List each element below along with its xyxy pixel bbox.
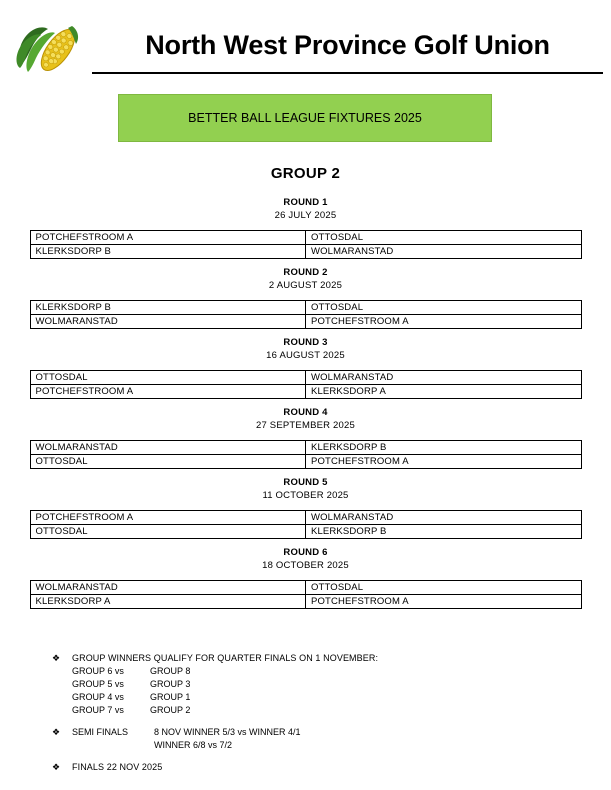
finals-note <box>0 761 611 774</box>
round-name: ROUND 4 <box>283 407 328 418</box>
fixtures-table <box>30 230 582 259</box>
away-team: POTCHEFSTROOM A <box>306 455 582 469</box>
home-team: POTCHEFSTROOM A <box>30 511 306 525</box>
home-team: OTTOSDAL <box>30 455 306 469</box>
away-team: OTTOSDAL <box>306 581 582 595</box>
round-name: ROUND 2 <box>283 267 328 278</box>
away-team: WOLMARANSTAD <box>306 245 582 259</box>
home-team: KLERKSDORP A <box>30 595 306 609</box>
round-date: 18 OCTOBER 2025 <box>262 560 349 571</box>
home-team: WOLMARANSTAD <box>30 441 306 455</box>
away-team: KLERKSDORP A <box>306 385 582 399</box>
round-date: 26 JULY 2025 <box>274 210 337 221</box>
round-name: ROUND 5 <box>283 477 328 488</box>
table-row <box>30 581 581 595</box>
table-row <box>30 525 581 539</box>
quarter-final-pairing <box>72 665 611 678</box>
semi-finals-detail: 8 NOV WINNER 5/3 vs WINNER 4/1 <box>154 727 301 737</box>
away-team: WOLMARANSTAD <box>306 371 582 385</box>
home-team: KLERKSDORP B <box>30 245 306 259</box>
home-team: KLERKSDORP B <box>30 301 306 315</box>
document-header <box>0 0 611 82</box>
semi-finals-line2: WINNER 6/8 vs 7/2 <box>154 740 233 750</box>
table-row <box>30 315 581 329</box>
finals-text: FINALS 22 NOV 2025 <box>72 762 163 772</box>
table-row <box>30 301 581 315</box>
round-date: 2 AUGUST 2025 <box>268 280 343 291</box>
semi-finals-label: SEMI FINALS <box>72 727 129 737</box>
home-team: POTCHEFSTROOM A <box>30 231 306 245</box>
diamond-bullet-icon: ❖ <box>52 762 61 772</box>
pairing-right: GROUP 1 <box>150 692 191 702</box>
fixtures-table <box>30 370 582 399</box>
quarter-finals-body <box>52 652 611 717</box>
home-team: OTTOSDAL <box>30 371 306 385</box>
pairing-right: GROUP 8 <box>150 666 191 676</box>
round-block <box>0 476 611 539</box>
away-team: WOLMARANSTAD <box>306 511 582 525</box>
pairing-left: GROUP 4 vs <box>72 692 124 702</box>
table-row <box>30 441 581 455</box>
rounds-list <box>0 196 611 616</box>
finals-body <box>52 761 611 774</box>
notes-section <box>0 652 611 783</box>
quarter-final-pairing <box>72 704 611 717</box>
away-team: KLERKSDORP B <box>306 441 582 455</box>
away-team: OTTOSDAL <box>306 231 582 245</box>
away-team: POTCHEFSTROOM A <box>306 315 582 329</box>
home-team: WOLMARANSTAD <box>30 581 306 595</box>
diamond-bullet-icon: ❖ <box>52 727 61 737</box>
pairing-left: GROUP 6 vs <box>72 666 124 676</box>
away-team: OTTOSDAL <box>306 301 582 315</box>
round-block <box>0 196 611 259</box>
fixtures-table <box>30 300 582 329</box>
table-row <box>30 511 581 525</box>
page-title: North West Province Golf Union <box>145 30 550 60</box>
round-block <box>0 266 611 329</box>
away-team: KLERKSDORP B <box>306 525 582 539</box>
quarter-final-pairing <box>72 678 611 691</box>
round-name: ROUND 6 <box>283 547 328 558</box>
corn-cob-icon <box>14 20 86 80</box>
fixtures-table <box>30 510 582 539</box>
round-block <box>0 336 611 399</box>
semi-finals-body <box>52 726 611 752</box>
away-team: POTCHEFSTROOM A <box>306 595 582 609</box>
round-date: 11 OCTOBER 2025 <box>262 490 349 501</box>
semi-finals-line1 <box>72 726 611 739</box>
table-row <box>30 455 581 469</box>
pairing-left: GROUP 5 vs <box>72 679 124 689</box>
table-row <box>30 595 581 609</box>
table-row <box>30 245 581 259</box>
quarter-finals-note <box>0 652 611 717</box>
banner-text: BETTER BALL LEAGUE FIXTURES 2025 <box>188 111 422 125</box>
pairing-left: GROUP 7 vs <box>72 705 124 715</box>
table-row <box>30 231 581 245</box>
home-team: POTCHEFSTROOM A <box>30 385 306 399</box>
round-name: ROUND 3 <box>283 337 328 348</box>
round-name: ROUND 1 <box>283 197 328 208</box>
semi-finals-note <box>0 726 611 752</box>
pairing-right: GROUP 2 <box>150 705 191 715</box>
quarter-final-pairing <box>72 691 611 704</box>
round-block <box>0 546 611 609</box>
round-date: 16 AUGUST 2025 <box>266 350 345 361</box>
diamond-bullet-icon: ❖ <box>52 653 61 663</box>
round-block <box>0 406 611 469</box>
fixtures-table <box>30 440 582 469</box>
table-row <box>30 371 581 385</box>
title-underline-rule <box>92 22 603 74</box>
quarter-finals-title: GROUP WINNERS QUALIFY FOR QUARTER FINALS ON 1 NOVEMBER: <box>72 653 379 663</box>
home-team: WOLMARANSTAD <box>30 315 306 329</box>
fixtures-banner <box>118 94 492 142</box>
group-heading: GROUP 2 <box>270 165 341 182</box>
home-team: OTTOSDAL <box>30 525 306 539</box>
round-date: 27 SEPTEMBER 2025 <box>256 420 355 431</box>
table-row <box>30 385 581 399</box>
pairing-right: GROUP 3 <box>150 679 191 689</box>
fixtures-table <box>30 580 582 609</box>
